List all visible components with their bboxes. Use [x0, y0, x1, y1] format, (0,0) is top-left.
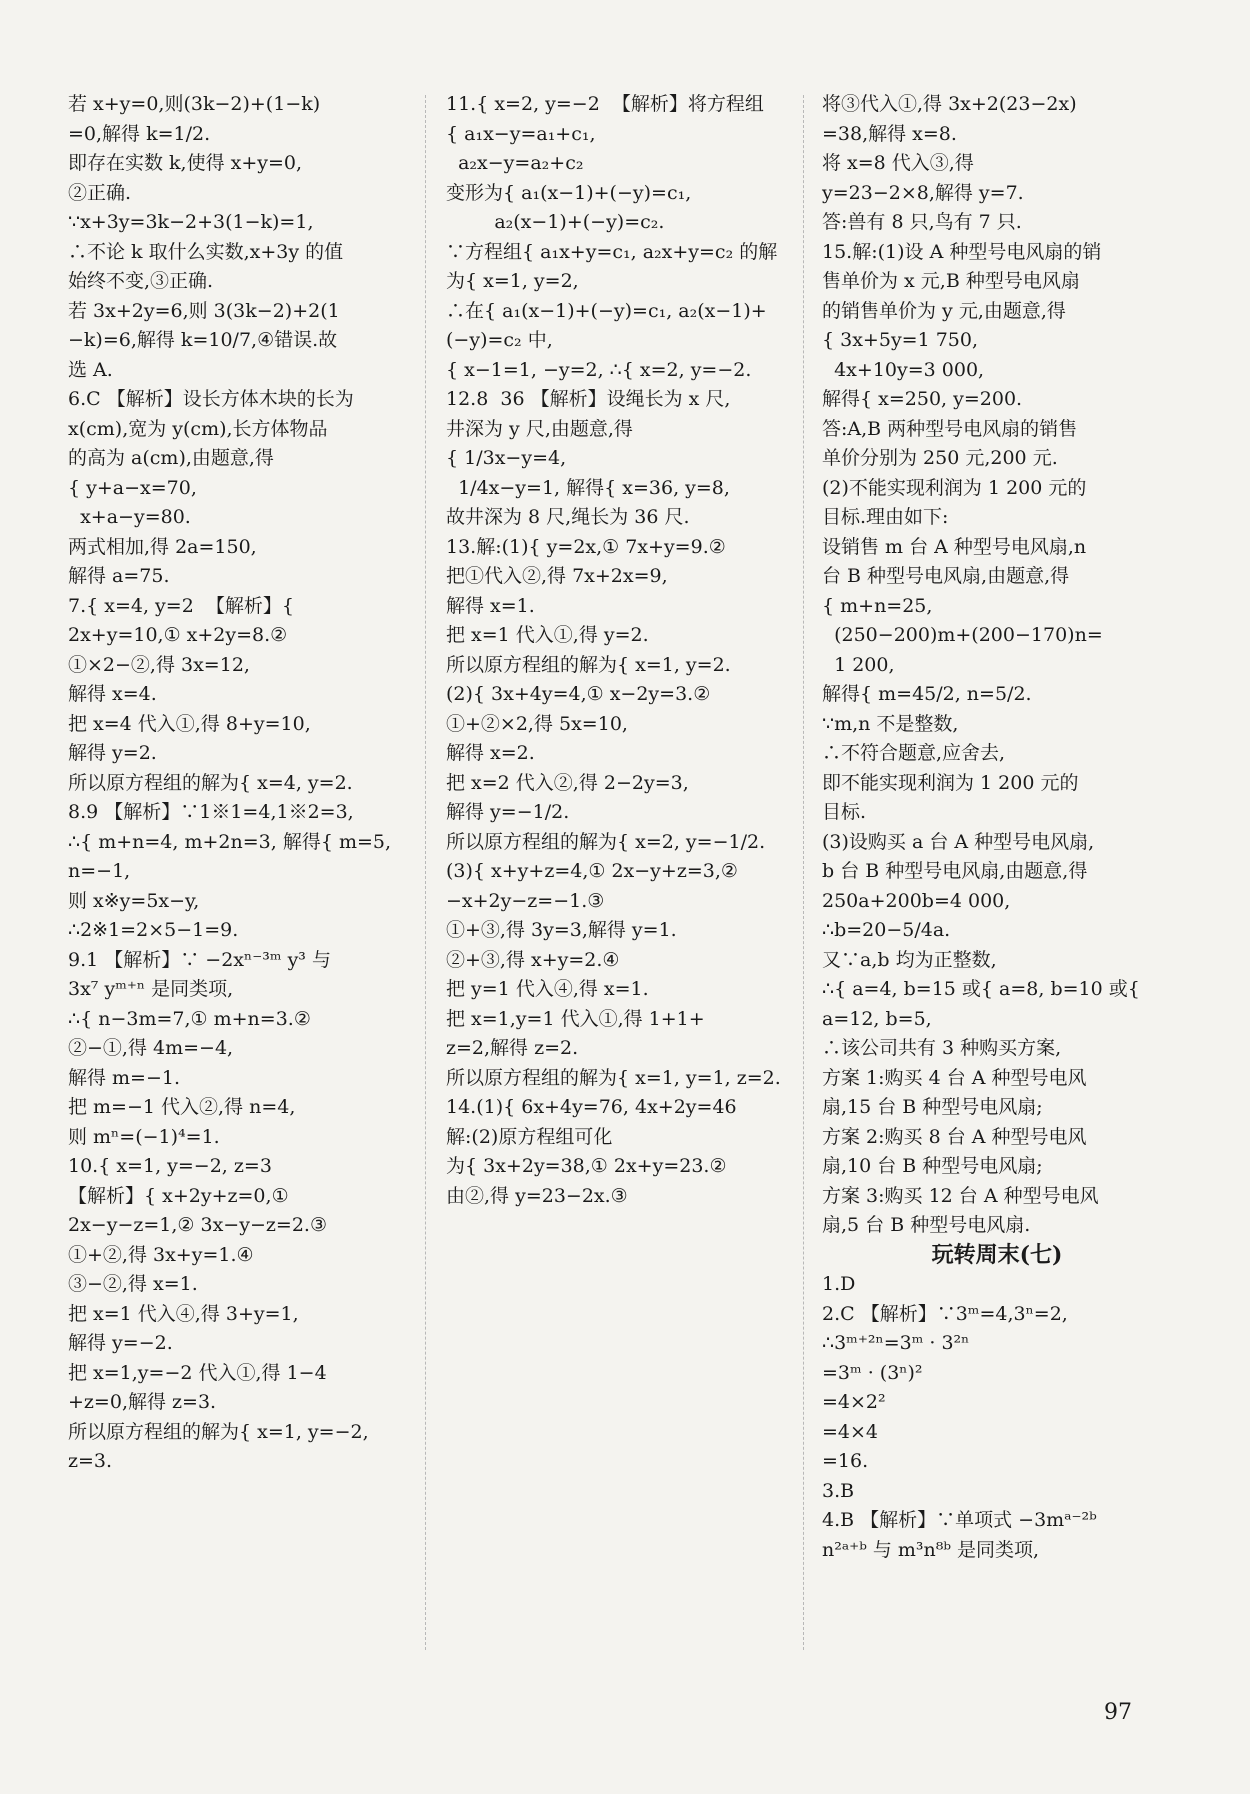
page-number: 97 [1104, 1700, 1132, 1725]
text-line: 答:兽有 8 只,鸟有 7 只. [822, 211, 1022, 233]
text-line: ①+②×2,得 5x=10, [446, 712, 628, 735]
text-line: +z=0,解得 z=3. [68, 1391, 217, 1413]
text-line: 15.解:(1)设 A 种型号电风扇的销 [822, 240, 1102, 263]
text-line: 答:A,B 两种型号电风扇的销售 [822, 417, 1078, 440]
text-line: 把①代入②,得 7x+2x=9, [446, 565, 668, 587]
text-line: =38,解得 x=8. [822, 122, 957, 145]
text-line: 由②,得 y=23−2x.③ [446, 1184, 628, 1207]
text-line: { y+a−x=70, [68, 476, 197, 499]
text-line: 方案 2:购买 8 台 A 种型号电风 [822, 1125, 1087, 1148]
text-line: ∴2※1=2×5−1=9. [68, 919, 239, 941]
text-line: 目标.理由如下: [822, 506, 949, 528]
text-line: 选 A. [68, 358, 113, 381]
text-line: =0,解得 k=1/2. [68, 122, 211, 145]
text-line: 两式相加,得 2a=150, [68, 535, 257, 558]
text-line: 11.{ x=2, y=−2 【解析】将方程组 [446, 93, 764, 115]
text-line: 4x+10y=3 000, [822, 358, 985, 381]
text-line: =4×4 [822, 1420, 879, 1443]
text-line: 把 x=1,y=1 代入①,得 1+1+ [446, 1007, 705, 1030]
text-line: 的销售单价为 y 元,由题意,得 [822, 299, 1066, 322]
column-left [68, 90, 408, 1477]
text-line: 为{ x=1, y=2, [446, 270, 579, 292]
text-line: 10.{ x=1, y=−2, z=3 [68, 1155, 272, 1177]
text-line: y=23−2×8,解得 y=7. [822, 181, 1024, 204]
text-line: b 台 B 种型号电风扇,由题意,得 [822, 860, 1088, 882]
text-line: 解得 y=−2. [68, 1332, 173, 1354]
text-line: n²ᵃ⁺ᵇ 与 m³n⁸ᵇ 是同类项, [822, 1538, 1040, 1561]
text-line: (2){ 3x+4y=4,① x−2y=3.② [446, 683, 711, 705]
text-line: 解得 x=4. [68, 683, 157, 705]
text-line: 将③代入①,得 3x+2(23−2x) [822, 93, 1077, 115]
text-line: ∴{ a=4, b=15 或{ a=8, b=10 或{ a=12, b=5, [822, 978, 1146, 1030]
text-line: z=2,解得 z=2. [446, 1037, 579, 1059]
text-line: 若 3x+2y=6,则 3(3k−2)+2(1 [68, 299, 340, 322]
text-line: x(cm),宽为 y(cm),长方体物品 [68, 417, 328, 440]
text-line: 故井深为 8 尺,绳长为 36 尺. [446, 506, 690, 528]
column-divider [425, 95, 426, 1650]
text-line: 解:(2)原方程组可化 [446, 1125, 613, 1148]
text-line: 的高为 a(cm),由题意,得 [68, 447, 274, 469]
text-line: 解得{ m=45/2, n=5/2. [822, 683, 1032, 705]
text-line: 把 x=1 代入①,得 y=2. [446, 624, 649, 646]
text-line: 把 x=1 代入④,得 3+y=1, [68, 1302, 299, 1325]
text-line: 所以原方程组的解为{ x=1, y=−2, z=3. [68, 1420, 375, 1472]
text-line: ∴不符合题意,应舍去, [822, 742, 1006, 764]
text-line: 【解析】{ x+2y+z=0,① 2x−y−z=1,② 3x−y−z=2.③ [68, 1184, 327, 1236]
text-line: 13.解:(1){ y=2x,① 7x+y=9.② [446, 535, 726, 558]
text-line: 8.9 【解析】∵1※1=4,1※2=3, [68, 801, 354, 823]
text-line: 扇,10 台 B 种型号电风扇; [822, 1155, 1043, 1177]
text-line: a₂(x−1)+(−y)=c₂. [446, 211, 665, 233]
section-heading: 玩转周末(七) [931, 1241, 1063, 1268]
text-line: ②−①,得 4m=−4, [68, 1037, 234, 1059]
column-right [822, 90, 1172, 1565]
column-middle [446, 90, 786, 1211]
text-line: 1 200, [822, 653, 895, 676]
text-line: (3)设购买 a 台 A 种型号电风扇, [822, 830, 1095, 853]
text-line: 即存在实数 k,使得 x+y=0, [68, 152, 303, 174]
text-line: 所以原方程组的解为{ x=4, y=2. [68, 771, 353, 794]
text-line: ∴该公司共有 3 种购买方案, [822, 1037, 1062, 1059]
text-line: ①+②,得 3x+y=1.④ [68, 1243, 254, 1266]
text-line: (250−200)m+(200−170)n= [822, 624, 1103, 646]
text-line: x+a−y=80. [68, 506, 191, 528]
text-line: 所以原方程组的解为{ x=1, y=2. [446, 653, 731, 676]
text-line: a₂x−y=a₂+c₂ [446, 152, 584, 174]
text-line: 解得 x=2. [446, 742, 535, 764]
text-line: ∴3ᵐ⁺²ⁿ=3ᵐ · 3²ⁿ [822, 1332, 970, 1354]
text-line: { 3x+5y=1 750, [822, 329, 979, 351]
text-line: 3x⁷ yᵐ⁺ⁿ 是同类项, [68, 978, 234, 1000]
text-line: 3.B [822, 1479, 855, 1502]
text-line: (2)不能实现利润为 1 200 元的 [822, 476, 1087, 499]
text-line: { a₁x−y=a₁+c₁, [446, 122, 596, 145]
text-line: 井深为 y 尺,由题意,得 [446, 417, 633, 440]
text-line: 7.{ x=4, y=2 【解析】{ 2x+y=10,① x+2y=8.② [68, 594, 301, 646]
text-line: 1/4x−y=1, 解得{ x=36, y=8, [446, 476, 730, 499]
text-line: 12.8 36 【解析】设绳长为 x 尺, [446, 388, 731, 410]
text-line: ∵方程组{ a₁x+y=c₁, a₂x+y=c₂ 的解 [446, 240, 778, 263]
text-line: ∴b=20−5/4a. [822, 919, 951, 941]
text-line: { 1/3x−y=4, [446, 447, 567, 469]
text-line: (3){ x+y+z=4,① 2x−y+z=3,② −x+2y−z=−1.③ [446, 860, 744, 912]
text-line: 将 x=8 代入③,得 [822, 152, 974, 174]
text-line: 售单价为 x 元,B 种型号电风扇 [822, 270, 1080, 292]
column-divider [803, 95, 804, 1650]
text-line: 解得 y=−1/2. [446, 801, 570, 823]
text-line: ①+③,得 3y=3,解得 y=1. [446, 919, 677, 941]
text-line: ∵m,n 不是整数, [822, 712, 959, 735]
text-line: 则 x※y=5x−y, [68, 889, 200, 912]
text-line: 若 x+y=0,则(3k−2)+(1−k) [68, 93, 321, 115]
text-line: ②正确. [68, 181, 132, 204]
text-line: 解得 m=−1. [68, 1066, 181, 1089]
text-line: 设销售 m 台 A 种型号电风扇,n [822, 535, 1087, 558]
text-line: 始终不变,③正确. [68, 270, 214, 292]
text-line: 解得 y=2. [68, 742, 157, 764]
text-line: 把 x=2 代入②,得 2−2y=3, [446, 771, 689, 794]
text-line: 解得{ x=250, y=200. [822, 388, 1023, 410]
text-line: 方案 1:购买 4 台 A 种型号电风 [822, 1066, 1087, 1089]
text-line: 4.B 【解析】∵单项式 −3mᵃ⁻²ᵇ [822, 1509, 1097, 1531]
text-line: 即不能实现利润为 1 200 元的 [822, 771, 1079, 794]
text-line: =3ᵐ · (3ⁿ)² [822, 1361, 923, 1384]
text-line: 扇,15 台 B 种型号电风扇; [822, 1096, 1043, 1118]
text-line: 又∵a,b 均为正整数, [822, 948, 997, 971]
text-line: 所以原方程组的解为{ x=2, y=−1/2. [446, 830, 766, 853]
text-line: 方案 3:购买 12 台 A 种型号电风 [822, 1184, 1099, 1207]
text-line: 解得 x=1. [446, 594, 535, 617]
text-line: 台 B 种型号电风扇,由题意,得 [822, 565, 1070, 587]
text-line: ②+③,得 x+y=2.④ [446, 948, 620, 971]
text-line: 解得 a=75. [68, 565, 170, 587]
text-line: 250a+200b=4 000, [822, 889, 1011, 912]
text-line: 6.C 【解析】设长方体木块的长为 [68, 388, 354, 410]
text-line: 把 y=1 代入④,得 x=1. [446, 978, 649, 1000]
text-line: 则 mⁿ=(−1)⁴=1. [68, 1125, 220, 1148]
text-line: 变形为{ a₁(x−1)+(−y)=c₁, [446, 181, 692, 204]
text-line: ∴不论 k 取什么实数,x+3y 的值 [68, 240, 344, 263]
text-line: 单价分别为 250 元,200 元. [822, 447, 1058, 469]
text-line: 9.1 【解析】∵ −2xⁿ⁻³ᵐ y³ 与 [68, 948, 331, 971]
text-line: ①×2−②,得 3x=12, [68, 653, 250, 676]
text-line: 把 x=1,y=−2 代入①,得 1−4 [68, 1361, 327, 1384]
text-line: 扇,5 台 B 种型号电风扇. [822, 1214, 1031, 1236]
text-line: { x−1=1, −y=2, ∴{ x=2, y=−2. [446, 358, 752, 381]
text-line: 14.(1){ 6x+4y=76, 4x+2y=46 [446, 1096, 737, 1118]
text-line: =4×2² [822, 1391, 886, 1413]
text-line: 所以原方程组的解为{ x=1, y=1, z=2. [446, 1066, 781, 1089]
text-line: ③−②,得 x=1. [68, 1273, 198, 1295]
text-line: 把 m=−1 代入②,得 n=4, [68, 1096, 296, 1118]
text-line: 2.C 【解析】∵3ᵐ=4,3ⁿ=2, [822, 1302, 1068, 1325]
text-line: 把 x=4 代入①,得 8+y=10, [68, 712, 311, 735]
text-line: 1.D [822, 1273, 856, 1295]
text-line: ∵x+3y=3k−2+3(1−k)=1, [68, 211, 314, 233]
text-line: ∴{ m+n=4, m+2n=3, 解得{ m=5, n=−1, [68, 830, 398, 882]
text-line: 目标. [822, 801, 867, 823]
text-line: { m+n=25, [822, 594, 933, 617]
text-line: 为{ 3x+2y=38,① 2x+y=23.② [446, 1155, 727, 1177]
text-line: −k)=6,解得 k=10/7,④错误.故 [68, 329, 338, 351]
text-line: ∴在{ a₁(x−1)+(−y)=c₁, a₂(x−1)+(−y)=c₂ 中, [446, 299, 767, 351]
text-line: =16. [822, 1450, 869, 1472]
text-line: ∴{ n−3m=7,① m+n=3.② [68, 1007, 311, 1030]
